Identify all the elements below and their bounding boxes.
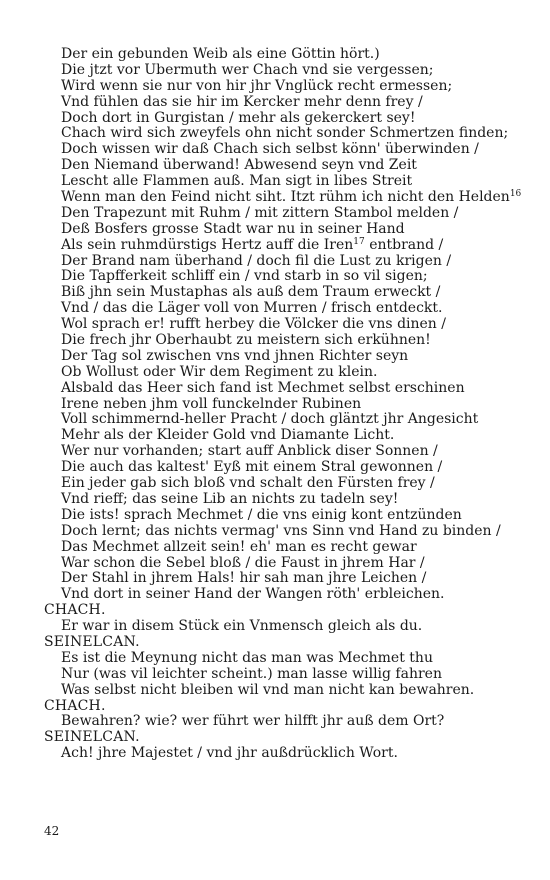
verse-line (44, 714, 514, 730)
verse-line (44, 651, 514, 667)
footnote-marker: 16 (509, 189, 522, 200)
line-text: Der Brand nam überhand / doch fil die Lust zu krigen / (61, 252, 452, 269)
verse-line (44, 333, 514, 349)
line-text: Das Mechmet allzeit sein! eh' man es recht gewar (61, 538, 417, 555)
verse-line (44, 111, 514, 127)
line-text: Wird wenn sie nur von hir jhr Vnglück recht ermessen; (61, 77, 453, 94)
line-text: Alsbald das Heer sich fand ist Mechmet selbst erschinen (61, 379, 465, 396)
verse-line (44, 556, 514, 572)
verse-line (44, 222, 514, 238)
verse-line (44, 285, 514, 301)
verse-line (44, 540, 514, 556)
verse-line (44, 142, 514, 158)
verse-line (44, 189, 522, 206)
line-text: CHACH. (44, 602, 106, 619)
line-text: Vnd fühlen das sie hir im Kercker mehr denn frey / (61, 93, 423, 110)
line-text: Wer nur vorhanden; start auff Anblick diser Sonnen / (61, 443, 438, 460)
line-text: Doch wissen wir daß Chach sich selbst könn' überwinden / (61, 141, 479, 158)
verse-line (44, 63, 514, 79)
line-text: War schon die Sebel bloß / die Faust in jhrem Har / (61, 554, 425, 571)
line-text: Chach wird sich zweyfels ohn nicht sonder Schmertzen finden; (61, 125, 509, 142)
verse-line (44, 683, 514, 699)
verse-line (44, 476, 514, 492)
line-text: Doch lernt; das nichts vermag' vns Sinn vnd Hand zu binden / (61, 522, 501, 539)
line-text: Vnd dort in seiner Hand der Wangen röth' erbleichen. (61, 586, 445, 603)
line-text: Der Stahl in jhrem Hals! hir sah man jhre Leichen / (61, 570, 427, 587)
line-text: Die ists! sprach Mechmet / die vns einig kont entzünden (61, 506, 462, 523)
line-text: Vnd / das die Läger voll von Murren / frisch entdeckt. (61, 300, 443, 317)
speaker-name (44, 635, 514, 651)
line-text: Bewahren? wie? wer führt wer hilfft jhr auß dem Ort? (61, 713, 445, 730)
line-text: Die frech jhr Oberhaubt zu meistern sich erkühnen! (61, 332, 431, 349)
verse-line (44, 460, 514, 476)
verse-line (44, 746, 514, 762)
line-text: Doch dort in Gurgistan / mehr als gekerckert sey! (61, 109, 416, 126)
verse-line (44, 126, 514, 142)
verse-line (44, 381, 514, 397)
line-text: Die Tapfferkeit schliff ein / vnd starb in so vil sigen; (61, 268, 428, 285)
line-text: Die jtzt vor Ubermuth wer Chach vnd sie vergessen; (61, 61, 434, 78)
line-text: Was selbst nicht bleiben wil vnd man nicht kan bewahren. (61, 681, 475, 698)
verse-line (44, 254, 514, 270)
verse-line (44, 95, 514, 111)
line-text: SEINELCAN. (44, 729, 140, 746)
line-text: Deß Bosfers grosse Stadt war nu in seiner Hand (61, 220, 405, 237)
line-text: Lescht alle Flammen auß. Man sigt in libes Streit (61, 173, 413, 190)
line-text: CHACH. (44, 697, 106, 714)
verse-text-block (44, 46, 522, 762)
line-text: Vnd rieff; das seine Lib an nichts zu tadeln sey! (61, 490, 399, 507)
verse-line (44, 365, 514, 381)
verse-line (44, 79, 514, 95)
verse-line (44, 412, 514, 428)
line-text: Den Niemand überwand! Abwesend seyn vnd Zeit (61, 157, 417, 174)
footnote-marker: 17 (353, 236, 365, 247)
verse-line (44, 444, 514, 460)
line-text: Es ist die Meynung nicht das man was Mechmet thu (61, 649, 433, 666)
verse-line (44, 349, 514, 365)
verse-line (44, 158, 514, 174)
line-text: Ein jeder gab sich bloß vnd schalt den Fürsten frey / (61, 475, 435, 492)
line-text: Ob Wollust oder Wir dem Regiment zu klein. (61, 363, 378, 380)
line-text: Als sein ruhmdürstigs Hertz auff die Iren (61, 236, 354, 253)
verse-line (44, 492, 514, 508)
line-text: Wenn man den Feind nicht siht. Itzt rühm ich nicht den Helden (61, 189, 510, 206)
verse-line (44, 206, 514, 222)
line-text-continued: entbrand / (364, 236, 444, 253)
page-number: 42 (44, 824, 60, 838)
verse-line (44, 524, 514, 540)
line-text: Ach! jhre Majestet / vnd jhr außdrücklich Wort. (61, 745, 398, 762)
line-text: Voll schimmernd-heller Pracht / doch gläntzt jhr Angesicht (61, 411, 479, 428)
line-text: Nur (was vil leichter scheint.) man lasse willig fahren (61, 665, 442, 682)
line-text: Er war in disem Stück ein Vnmensch gleich als du. (61, 618, 423, 635)
line-text: Den Trapezunt mit Ruhm / mit zittern Stambol melden / (61, 204, 459, 221)
verse-line (44, 428, 514, 444)
line-text: Biß jhn sein Mustaphas als auß dem Traum erweckt / (61, 284, 441, 301)
speaker-name (44, 730, 514, 746)
verse-line (44, 317, 514, 333)
line-text: Der Tag sol zwischen vns vnd jhnen Richter seyn (61, 347, 409, 364)
verse-line (44, 667, 514, 683)
line-text: Wol sprach er! rufft herbey die Völcker die vns dinen / (61, 316, 446, 333)
speaker-name (44, 603, 514, 619)
verse-line (44, 238, 514, 254)
line-text: Mehr als der Kleider Gold vnd Diamante Licht. (61, 427, 395, 444)
line-text: SEINELCAN. (44, 633, 140, 650)
verse-line (44, 619, 514, 635)
line-text: Der ein gebunden Weib als eine Göttin hört.) (61, 46, 380, 62)
verse-line (44, 571, 514, 587)
verse-line (44, 47, 514, 63)
line-text: Irene neben jhm voll funckelnder Rubinen (61, 395, 362, 412)
speaker-name (44, 699, 514, 715)
verse-line (44, 301, 514, 317)
line-text: Die auch das kaltest' Eyß mit einem Stral gewonnen / (61, 459, 443, 476)
verse-line (44, 174, 514, 190)
verse-line (44, 269, 514, 285)
verse-line (44, 587, 514, 603)
verse-line (44, 397, 514, 413)
verse-line (44, 508, 514, 524)
